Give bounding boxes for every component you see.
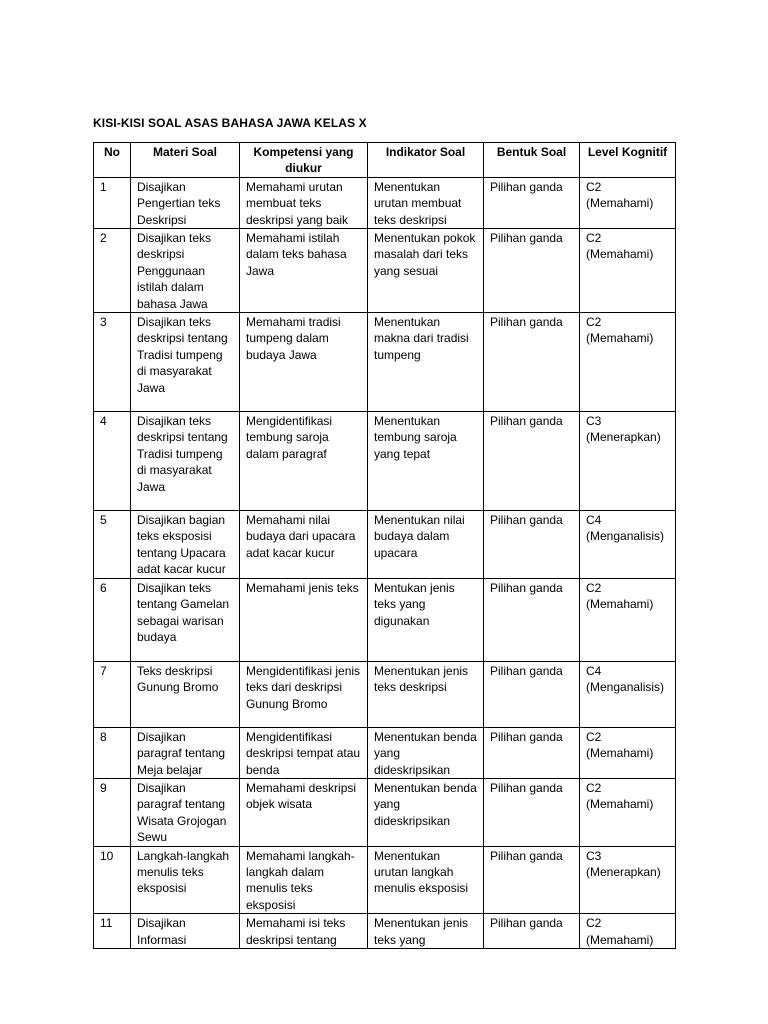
cell-materi: Disajikan Informasi xyxy=(131,914,240,949)
cell-no: 4 xyxy=(94,412,131,511)
cell-bentuk: Pilihan ganda xyxy=(484,313,580,412)
cell-level: C2 (Memahami) xyxy=(580,727,676,778)
cell-indikator: Mentukan jenis teks yang digunakan xyxy=(368,578,484,661)
cell-kompetensi: Memahami langkah-langkah dalam menulis teks eksposisi xyxy=(240,846,368,914)
cell-level: C3 (Menerapkan) xyxy=(580,412,676,511)
kisi-kisi-table xyxy=(93,142,676,949)
cell-bentuk: Pilihan ganda xyxy=(484,727,580,778)
cell-bentuk: Pilihan ganda xyxy=(484,846,580,914)
cell-kompetensi: Memahami deskripsi objek wisata xyxy=(240,778,368,846)
cell-kompetensi: Memahami isi teks deskripsi tentang xyxy=(240,914,368,949)
cell-no: 9 xyxy=(94,778,131,846)
cell-indikator: Menentukan urutan langkah menulis eksposisi xyxy=(368,846,484,914)
cell-materi: Disajikan paragraf tentang Meja belajar xyxy=(131,727,240,778)
table-row xyxy=(94,727,676,778)
cell-bentuk: Pilihan ganda xyxy=(484,914,580,949)
table-row xyxy=(94,177,676,228)
cell-kompetensi: Memahami tradisi tumpeng dalam budaya Jawa xyxy=(240,313,368,412)
cell-indikator: Menentukan tembung saroja yang tepat xyxy=(368,412,484,511)
document-title: KISI-KISI SOAL ASAS BAHASA JAWA KELAS X xyxy=(93,116,367,130)
table-row xyxy=(94,846,676,914)
cell-level: C2 (Memahami) xyxy=(580,578,676,661)
table-row xyxy=(94,914,676,949)
cell-indikator: Menentukan pokok masalah dari teks yang sesuai xyxy=(368,229,484,313)
cell-bentuk: Pilihan ganda xyxy=(484,177,580,228)
table-row xyxy=(94,511,676,579)
cell-indikator: Menentukan urutan membuat teks deskripsi xyxy=(368,177,484,228)
cell-bentuk: Pilihan ganda xyxy=(484,412,580,511)
cell-level: C3 (Menerapkan) xyxy=(580,846,676,914)
cell-level: C2 (Memahami) xyxy=(580,778,676,846)
cell-kompetensi: Mengidentifikasi deskripsi tempat atau benda xyxy=(240,727,368,778)
cell-kompetensi: Mengidentifikasi jenis teks dari deskripsi Gunung Bromo xyxy=(240,661,368,727)
header-indikator-soal: Indikator Soal xyxy=(368,143,484,178)
cell-bentuk: Pilihan ganda xyxy=(484,661,580,727)
cell-bentuk: Pilihan ganda xyxy=(484,511,580,579)
cell-no: 3 xyxy=(94,313,131,412)
cell-no: 10 xyxy=(94,846,131,914)
cell-no: 1 xyxy=(94,177,131,228)
table-row xyxy=(94,661,676,727)
header-no: No xyxy=(94,143,131,178)
cell-no: 5 xyxy=(94,511,131,579)
table-row xyxy=(94,578,676,661)
cell-no: 7 xyxy=(94,661,131,727)
cell-level: C4 (Menganalisis) xyxy=(580,511,676,579)
cell-level: C2 (Memahami) xyxy=(580,177,676,228)
cell-indikator: Menentukan nilai budaya dalam upacara xyxy=(368,511,484,579)
cell-materi: Disajikan teks deskripsi Penggunaan istilah dalam bahasa Jawa xyxy=(131,229,240,313)
cell-kompetensi: Memahami jenis teks xyxy=(240,578,368,661)
table-row xyxy=(94,412,676,511)
cell-indikator: Menentukan benda yang dideskripsikan xyxy=(368,778,484,846)
cell-materi: Disajikan teks deskripsi tentang Tradisi tumpeng di masyarakat Jawa xyxy=(131,412,240,511)
cell-materi: Disajikan paragraf tentang Wisata Grojogan Sewu xyxy=(131,778,240,846)
cell-no: 8 xyxy=(94,727,131,778)
cell-level: C2 (Memahami) xyxy=(580,313,676,412)
cell-no: 6 xyxy=(94,578,131,661)
cell-level: C2 (Memahami) xyxy=(580,914,676,949)
cell-bentuk: Pilihan ganda xyxy=(484,578,580,661)
header-level-kognitif: Level Kognitif xyxy=(580,143,676,178)
cell-kompetensi: Mengidentifikasi tembung saroja dalam paragraf xyxy=(240,412,368,511)
cell-level: C4 (Menganalisis) xyxy=(580,661,676,727)
cell-indikator: Menentukan jenis teks yang xyxy=(368,914,484,949)
cell-indikator: Menentukan benda yang dideskripsikan xyxy=(368,727,484,778)
table-row xyxy=(94,313,676,412)
cell-materi: Disajikan Pengertian teks Deskripsi xyxy=(131,177,240,228)
cell-materi: Teks deskripsi Gunung Bromo xyxy=(131,661,240,727)
cell-materi: Disajikan teks tentang Gamelan sebagai warisan budaya xyxy=(131,578,240,661)
table-header-row xyxy=(94,143,676,178)
cell-level: C2 (Memahami) xyxy=(580,229,676,313)
cell-bentuk: Pilihan ganda xyxy=(484,778,580,846)
cell-kompetensi: Memahami urutan membuat teks deskripsi yang baik xyxy=(240,177,368,228)
table-row xyxy=(94,778,676,846)
cell-kompetensi: Memahami nilai budaya dari upacara adat kacar kucur xyxy=(240,511,368,579)
cell-no: 11 xyxy=(94,914,131,949)
table-row xyxy=(94,229,676,313)
header-kompetensi: Kompetensi yang diukur xyxy=(240,143,368,178)
cell-materi: Disajikan bagian teks eksposisi tentang Upacara adat kacar kucur xyxy=(131,511,240,579)
cell-materi: Disajikan teks deskripsi tentang Tradisi tumpeng di masyarakat Jawa xyxy=(131,313,240,412)
cell-kompetensi: Memahami istilah dalam teks bahasa Jawa xyxy=(240,229,368,313)
cell-materi: Langkah-langkah menulis teks eksposisi xyxy=(131,846,240,914)
header-bentuk-soal: Bentuk Soal xyxy=(484,143,580,178)
cell-indikator: Menentukan jenis teks deskripsi xyxy=(368,661,484,727)
header-materi-soal: Materi Soal xyxy=(131,143,240,178)
cell-bentuk: Pilihan ganda xyxy=(484,229,580,313)
cell-no: 2 xyxy=(94,229,131,313)
cell-indikator: Menentukan makna dari tradisi tumpeng xyxy=(368,313,484,412)
